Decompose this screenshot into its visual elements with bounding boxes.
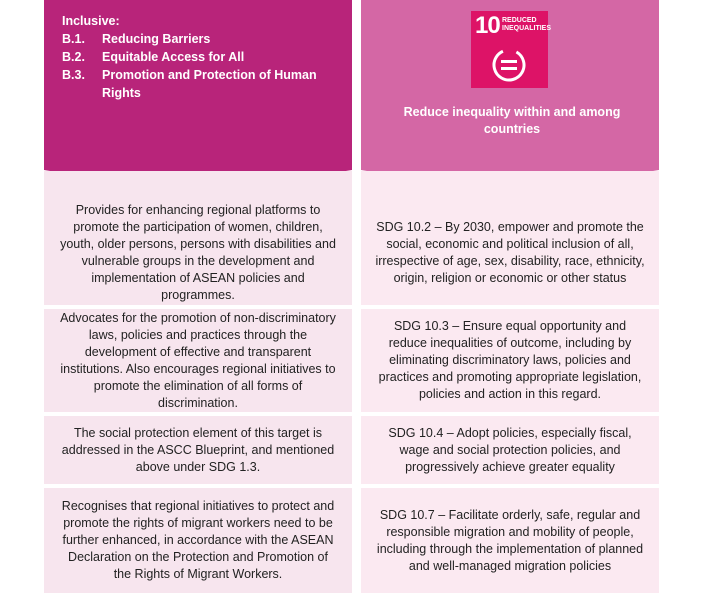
sdg-target-text: SDG 10.3 – Ensure equal opportunity and reduce inequalities of outcome, including by eliminating discriminatory laws, policies and practices and promoting appropriate legislation, policies and action in this regard. <box>378 319 642 401</box>
asean-measure-text: Recognises that regional initiatives to protect and promote the rights of migrant workers need to be further enhanced, in accordance with the ASEAN Declaration on the Protection and Promotion of the Rights of Migrant Workers. <box>61 499 335 581</box>
inclusive-item-number: B.1. <box>62 32 85 46</box>
inclusive-item <box>62 48 352 66</box>
sdg-10-badge <box>471 11 552 88</box>
sdg-target-text: SDG 10.4 – Adopt policies, especially fiscal, wage and social protection policies, and progressively achieve greater equality <box>388 425 632 474</box>
inclusive-item-number: B.2. <box>62 50 85 64</box>
inclusive-item-text: Promotion and Protection of Human Rights <box>102 68 317 100</box>
table-row <box>44 171 659 305</box>
asean-measure-text: The social protection element of this target is addressed in the ASCC Blueprint, and mentioned above under SDG 1.3. <box>61 425 335 474</box>
inclusive-item-text: Equitable Access for All <box>102 50 245 64</box>
inclusive-item <box>62 66 352 102</box>
table-row <box>44 416 659 484</box>
sdg-target-cell <box>361 416 659 484</box>
sdg-target-cell <box>361 488 659 593</box>
sdg-target-text: SDG 10.2 – By 2030, empower and promote the social, economic and political inclusion of all, irrespective of age, sex, disability, race, ethnicity, origin, religion or economic or other status <box>375 220 645 285</box>
inclusive-item-number: B.3. <box>62 68 85 82</box>
inclusive-list <box>62 12 352 102</box>
asean-measure-cell <box>44 171 352 305</box>
sdg-target-text: SDG 10.7 – Facilitate orderly, safe, regular and responsible migration and mobility of people, including through the implementation of planned and well-managed migration policies <box>376 507 644 573</box>
table-row <box>44 488 659 593</box>
table-row <box>44 309 659 412</box>
asean-measure-cell <box>44 416 352 484</box>
sdg-target-cell <box>361 309 659 412</box>
asean-measure-cell <box>44 309 352 412</box>
equals-circle-icon <box>488 46 530 84</box>
sdg-target-cell <box>361 171 659 305</box>
goal-text: Reduce inequality within and among countries <box>403 105 621 136</box>
inclusive-item <box>62 30 352 48</box>
asean-measure-cell <box>44 488 352 593</box>
inclusive-item-text: Reducing Barriers <box>102 32 211 46</box>
sdg-label: REDUCED INEQUALITIES <box>502 17 552 32</box>
asean-measure-text: Provides for enhancing regional platforms to promote the participation of women, children, youth, older persons, persons with disabilities and vulnerable groups in the development and implementation of ASEAN policies and programmes. <box>60 203 336 302</box>
inclusive-title: Inclusive: <box>62 14 120 28</box>
sdg-number: 10 <box>475 12 500 39</box>
asean-measure-text: Advocates for the promotion of non-discriminatory laws, policies and practices through the development of effective and transparent institutions. Also encourages regional initiatives to promote the elimination of all forms of discrimination. <box>60 310 336 410</box>
